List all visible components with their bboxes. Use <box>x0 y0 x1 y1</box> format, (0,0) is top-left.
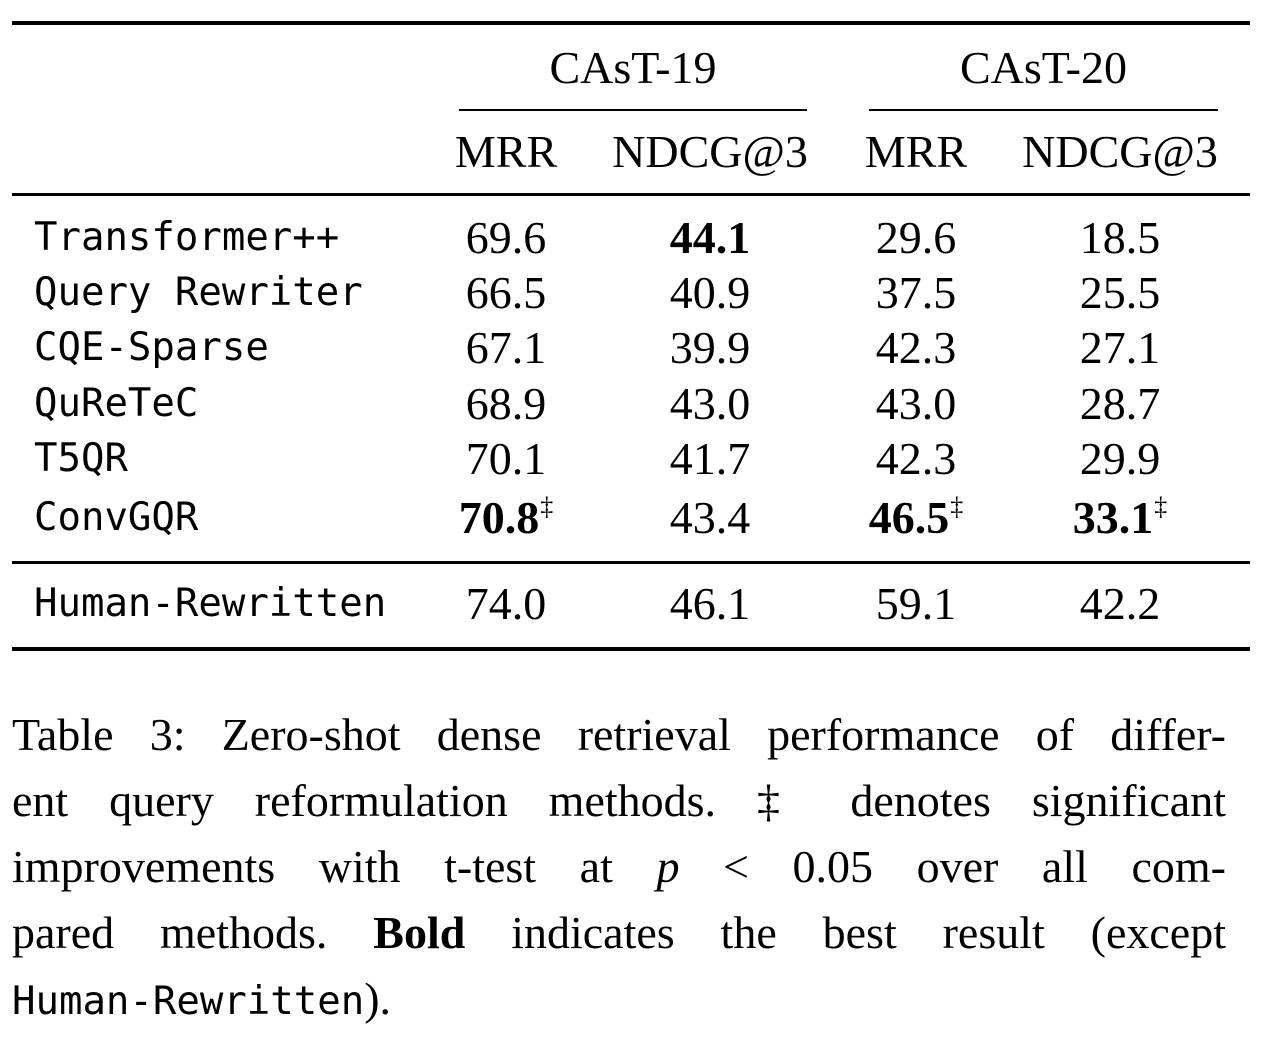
row-method-label: ConvGQR <box>34 495 199 540</box>
column-header: MRR <box>864 126 968 177</box>
table-caption <box>12 702 1226 1032</box>
row-method-label: CQE-Sparse <box>34 325 269 370</box>
table-cell <box>850 210 982 266</box>
table-cell <box>440 376 572 432</box>
cell-value: 43.0 <box>875 378 957 429</box>
caption-line: Human-Rewritten). <box>12 973 392 1024</box>
table-cell <box>850 265 982 321</box>
table-cell <box>1005 376 1235 432</box>
cell-value: 70.8 <box>458 492 540 543</box>
cell-value: 43.0 <box>669 378 751 429</box>
cell-value: 68.9 <box>465 378 547 429</box>
group-rule-cast20 <box>869 109 1218 111</box>
cell-value: 46.5 <box>868 492 950 543</box>
cell-value: 40.9 <box>669 267 751 318</box>
table-cell <box>595 210 825 266</box>
table-cell <box>440 210 572 266</box>
column-header: NDCG@3 <box>612 126 808 177</box>
table-cell <box>850 490 982 546</box>
table-cell <box>595 376 825 432</box>
cell-value: 39.9 <box>669 322 751 373</box>
table-cell <box>1005 265 1235 321</box>
row-method-label: T5QR <box>34 436 128 481</box>
column-header: MRR <box>454 126 558 177</box>
group-header-cast19: CAsT-19 <box>549 42 717 93</box>
caption-line: Table 3: Zero-shot dense retrieval performance of differ- <box>12 709 1226 760</box>
cell-value: 74.0 <box>465 578 547 629</box>
cell-value: 25.5 <box>1079 267 1161 318</box>
cell-value: 37.5 <box>875 267 957 318</box>
table-cell <box>850 376 982 432</box>
cell-value: 66.5 <box>465 267 547 318</box>
cell-value: 41.7 <box>669 433 751 484</box>
caption-line: improvements with t-test at p < 0.05 over all com- <box>12 841 1226 892</box>
table-cell <box>1005 576 1235 632</box>
caption-line: ent query reformulation methods. ‡ denotes significant <box>12 775 1226 826</box>
table-cell <box>850 320 982 376</box>
cell-value: 42.3 <box>875 433 957 484</box>
significance-mark: ‡ <box>950 492 964 521</box>
row-method-label: Transformer++ <box>34 215 340 260</box>
table-cell <box>595 490 825 546</box>
row-method-label: Human-Rewritten <box>34 581 387 626</box>
table-cell <box>1005 431 1235 487</box>
header-rule <box>12 193 1250 196</box>
group-rule-cast19 <box>459 109 807 111</box>
table-cell <box>1005 490 1235 546</box>
table-cell <box>850 576 982 632</box>
table-cell <box>1005 210 1235 266</box>
caption-line: pared methods. Bold indicates the best result (except <box>12 907 1226 958</box>
table-cell <box>595 431 825 487</box>
cell-value: 42.3 <box>875 322 957 373</box>
table-cell <box>595 265 825 321</box>
cell-value: 46.1 <box>669 578 751 629</box>
table-cell <box>440 431 572 487</box>
cell-value: 59.1 <box>875 578 957 629</box>
group-header-cast20: CAsT-20 <box>960 42 1127 93</box>
cell-value: 42.2 <box>1079 578 1161 629</box>
cell-value: 33.1 <box>1072 492 1154 543</box>
cell-value: 28.7 <box>1079 378 1161 429</box>
table-cell <box>1005 320 1235 376</box>
separator-rule <box>12 561 1250 564</box>
row-method-label: Query Rewriter <box>34 270 363 315</box>
cell-value: 70.1 <box>465 433 547 484</box>
cell-value: 27.1 <box>1079 322 1161 373</box>
table-cell <box>595 320 825 376</box>
cell-value: 29.6 <box>875 212 957 263</box>
table-cell <box>440 490 572 546</box>
bottom-rule <box>12 647 1250 651</box>
significance-mark: ‡ <box>540 492 554 521</box>
table-cell <box>440 265 572 321</box>
cell-value: 69.6 <box>465 212 547 263</box>
table-cell <box>440 320 572 376</box>
cell-value: 29.9 <box>1079 433 1161 484</box>
table-cell <box>850 431 982 487</box>
cell-value: 43.4 <box>669 492 751 543</box>
cell-value: 67.1 <box>465 322 547 373</box>
top-rule <box>12 21 1250 25</box>
significance-mark: ‡ <box>1154 492 1168 521</box>
cell-value: 44.1 <box>669 212 751 263</box>
column-header: NDCG@3 <box>1022 126 1218 177</box>
table-cell <box>440 576 572 632</box>
cell-value: 18.5 <box>1079 212 1161 263</box>
table-cell <box>595 576 825 632</box>
row-method-label: QuReTeC <box>34 381 199 426</box>
